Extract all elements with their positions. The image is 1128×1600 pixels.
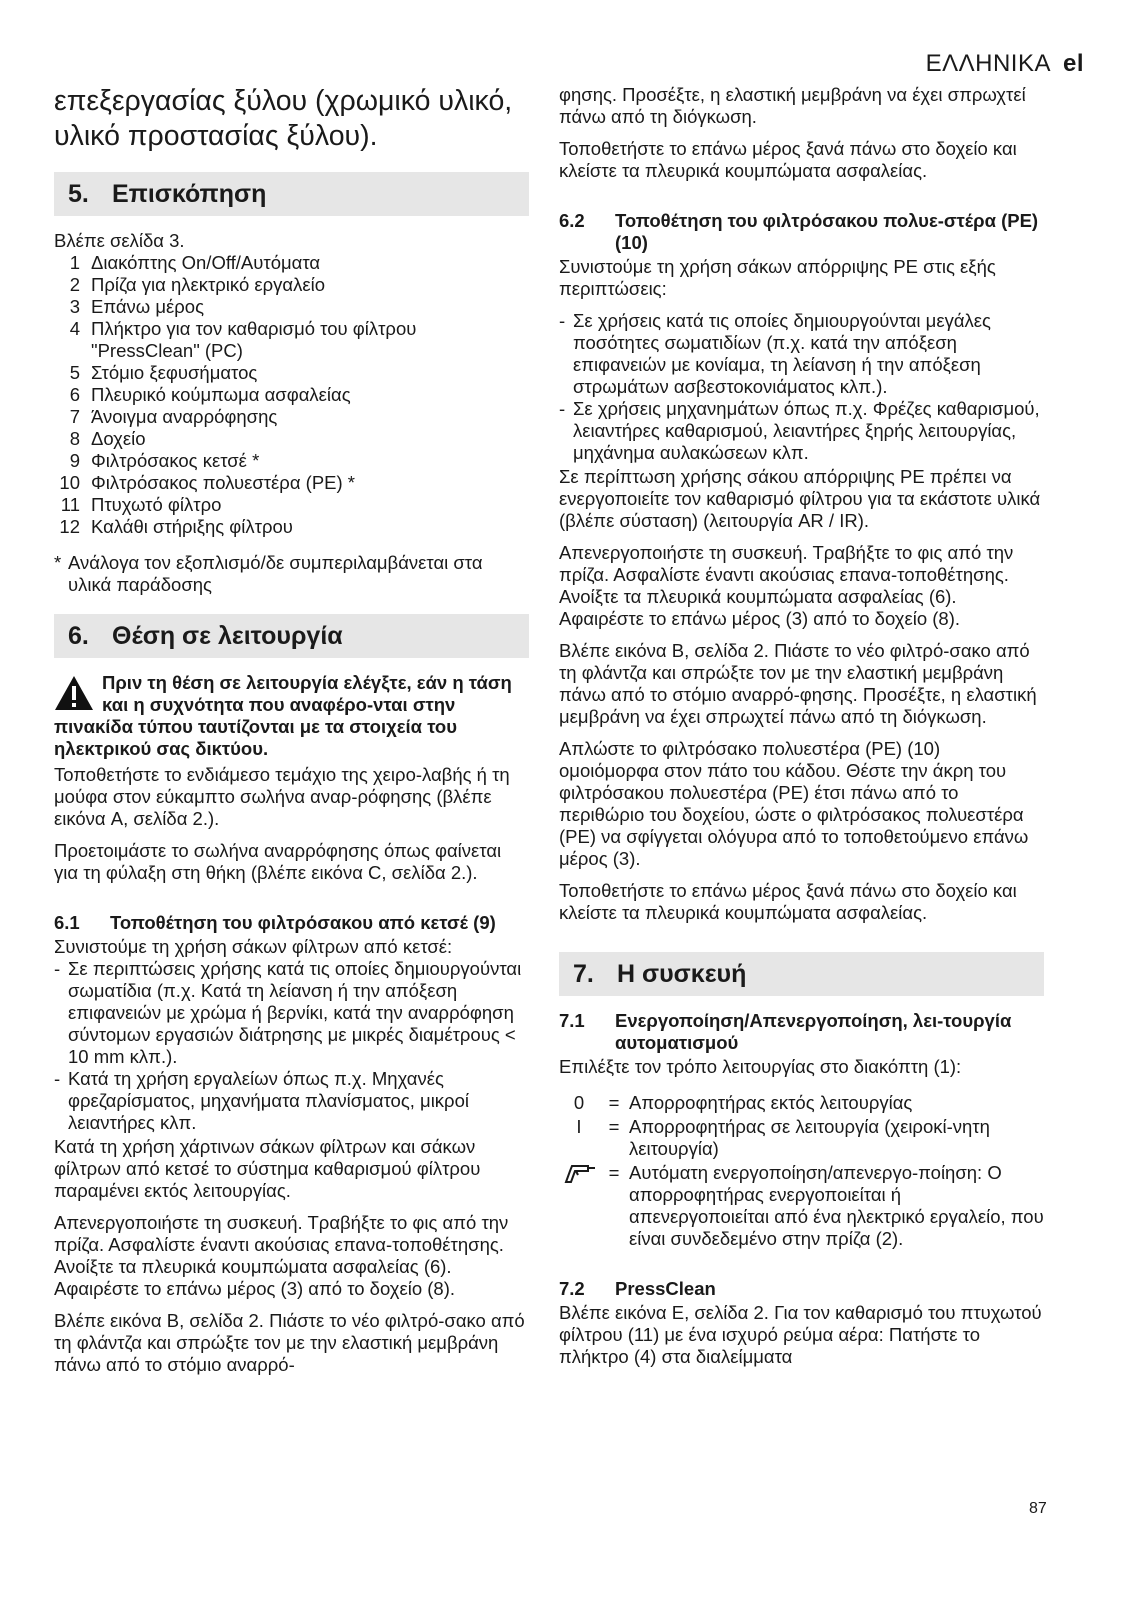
equipment-note: [54, 552, 529, 596]
paragraph: Τοποθετήστε το επάνω μέρος ξανά πάνω στο δοχείο και κλείστε τα πλευρικά κουμπώματα ασφαλείας.: [559, 880, 1017, 923]
paragraph: Επιλέξτε τον τρόπο λειτουργίας στο διακόπτη (1):: [559, 1056, 962, 1077]
right-column: [559, 84, 1044, 1378]
item-text: Φιλτρόσακος πολυεστέρα (PE) *: [91, 472, 356, 493]
item-number: 11: [60, 494, 80, 515]
item-text: Επάνω μέρος: [91, 296, 205, 317]
bullet-text: Σε χρήσεις μηχανημάτων όπως π.χ. Φρέζες καθαρισμού, λειαντήρες καθαρισμού, λειαντήρες ξηρής λειτουργίας, μηχάνημα αυλακώσεων κλπ.: [573, 398, 1040, 463]
item-number: 7: [69, 406, 80, 427]
item-text: Δοχείο: [91, 428, 146, 449]
subsection-7-2-heading: [559, 1278, 1044, 1300]
mode-text: Απορροφητήρας εκτός λειτουργίας: [629, 1092, 913, 1113]
list-item: [54, 450, 529, 472]
paragraph: Προετοιμάστε το σωλήνα αναρρόφησης όπως φαίνεται για τη φύλαξη στη θήκη (βλέπε εικόνα C, σελίδα 2.).: [54, 840, 502, 883]
mode-equals: =: [608, 1162, 620, 1183]
mode-equals: =: [608, 1092, 620, 1113]
page-number: 87: [1029, 1500, 1047, 1517]
item-text: Πτυχωτό φίλτρο: [91, 494, 222, 515]
subsection-6-2-heading: [559, 210, 1044, 254]
item-number: 12: [59, 516, 80, 537]
subsection-title: Τοποθέτηση του φιλτρόσακου από κετσέ (9): [110, 912, 496, 933]
mode-symbol: I: [576, 1116, 582, 1137]
item-text: Φιλτρόσακος κετσέ *: [91, 450, 260, 471]
subsection-6-1-heading: [54, 912, 529, 934]
item-number: 8: [69, 428, 80, 449]
paragraph: Απενεργοποιήστε τη συσκευή. Τραβήξτε το φις από την πρίζα. Ασφαλίστε έναντι ακούσιας επανα-τοποθέτησης. Ανοίξτε τα πλευρικά κουμπώματα ασφαλείας (6). Αφαιρέστε το επάνω μέρος (3) από το δοχείο (8).: [559, 542, 1014, 629]
subsection-title: Ενεργοποίηση/Απενεργοποίηση, λει-τουργία αυτοματισμού: [615, 1010, 1012, 1053]
page-header: [926, 50, 1084, 78]
subsection-number: 6.1: [54, 912, 80, 933]
component-list: [54, 252, 529, 538]
power-tool-plug-icon: [562, 1162, 596, 1184]
paragraph: φησης. Προσέξτε, η ελαστική μεμβράνη να έχει σπρωχτεί πάνω από τη διόγκωση.: [559, 84, 1026, 127]
item-number: 5: [69, 362, 80, 383]
subsection-title: PressClean: [615, 1278, 716, 1299]
item-number: 4: [69, 318, 80, 339]
list-item: - Σε χρήσεις μηχανημάτων όπως π.χ. Φρέζες καθαρισμού, λειαντήρες καθαρισμού, λειαντήρες ξηρής λειτουργίας, μηχάνημα αυλακώσεων κλπ.: [559, 398, 1044, 464]
section-5-title: Επισκόπηση: [112, 180, 267, 208]
list-item: [54, 428, 529, 450]
note-asterisk: *: [54, 552, 62, 573]
list-item: [54, 252, 529, 274]
warning-text: Πριν τη θέση σε λειτουργία ελέγξτε, εάν η τάση και η συχνότητα που αναφέρο-νται στην πινακίδα τύπου ταυτίζονται με τα στοιχεία του ηλεκτρικού σας δικτύου.: [54, 672, 512, 759]
language-label: ΕΛΛΗΝΙΚΑ: [925, 50, 1051, 77]
list-item: [54, 516, 529, 538]
list-item: [54, 406, 529, 428]
section-7-title: Η συσκευή: [617, 960, 747, 988]
item-text: Άνοιγμα αναρρόφησης: [91, 406, 278, 427]
mode-symbol: [559, 1162, 599, 1250]
paragraph: Κατά τη χρήση χάρτινων σάκων φίλτρων και σάκων φίλτρων από κετσέ το σύστημα καθαρισμού φίλτρου παραμένει εκτός λειτουργίας.: [54, 1136, 481, 1201]
item-text: Στόμιο ξεφυσήματος: [91, 362, 258, 383]
section-7-number: 7.: [573, 960, 594, 988]
paragraph: Απενεργοποιήστε τη συσκευή. Τραβήξτε το φις από την πρίζα. Ασφαλίστε έναντι ακούσιας επανα-τοποθέτησης. Ανοίξτε τα πλευρικά κουμπώματα ασφαλείας (6). Αφαιρέστε το επάνω μέρος (3) από το δοχείο (8).: [54, 1212, 509, 1299]
subsection-7-1-heading: [559, 1010, 1044, 1054]
paragraph: Τοποθετήστε το επάνω μέρος ξανά πάνω στο δοχείο και κλείστε τα πλευρικά κουμπώματα ασφαλείας.: [559, 138, 1017, 181]
warning-triangle-icon: [54, 675, 94, 711]
mode-list: [559, 1092, 1044, 1250]
paragraph: Συνιστούμε τη χρήση σάκων απόρριψης PE στις εξής περιπτώσεις:: [559, 256, 996, 299]
subsection-title: Τοποθέτηση του φιλτρόσακου πολυε-στέρα (PE) (10): [615, 210, 1039, 253]
paragraph: Βλέπε εικόνα B, σελίδα 2. Πιάστε το νέο φιλτρό-σακο από τη φλάντζα και σπρώξτε τον με την ελαστική μεμβράνη πάνω από το στόμιο αναρρό-: [54, 1310, 525, 1375]
mode-row: [559, 1116, 1044, 1160]
list-item: [54, 274, 529, 296]
subsection-number: 6.2: [559, 210, 585, 231]
list-item: [54, 384, 529, 406]
section-6-title: Θέση σε λειτουργία: [112, 622, 343, 650]
subsection-number: 7.2: [559, 1278, 585, 1299]
item-number: 3: [69, 296, 80, 317]
item-text: Καλάθι στήριξης φίλτρου: [91, 516, 293, 537]
bullet-text: Σε περιπτώσεις χρήσης κατά τις οποίες δημιουργούνται σωματίδια (π.χ. Κατά τη λείανση ή την απόξεση επιφανειών με χρώμα ή βερνίκι, κατά την αναρρόφηση σύντομων εργασιών διάτρησης με μικρές διαμέτρους < 10 mm κλπ.).: [68, 958, 522, 1067]
item-text: Διακόπτης On/Off/Αυτόματα: [91, 252, 321, 273]
section-7-heading: [559, 952, 1044, 996]
section-5-number: 5.: [68, 180, 89, 208]
mode-equals: =: [608, 1116, 620, 1137]
paragraph: Απλώστε το φιλτρόσακο πολυεστέρα (PE) (10) ομοιόμορφα στον πάτο του κάδου. Θέστε την άκρη του φιλτρόσακου πολυεστέρα (PE) έτσι πάνω από το περιθώριο του δοχείου, ώστε ο φιλτρόσακος πολυεστέρα (PE) να σφίγγεται ολόγυρα από το τοποθετούμενο επάνω μέρος (3).: [559, 738, 1029, 869]
paragraph: Βλέπε εικόνα B, σελίδα 2. Πιάστε το νέο φιλτρό-σακο από τη φλάντζα και σπρώξτε τον με την ελαστική μεμβράνη πάνω από το στόμιο αναρρό-φησης. Προσέξτε, η ελαστική μεμβράνη να έχει σπρωχτεί πάνω από τη διόγκωση.: [559, 640, 1037, 727]
section-6-heading: [54, 614, 529, 658]
mode-symbol: 0: [573, 1092, 585, 1113]
list-item: [54, 362, 529, 384]
item-text: Πρίζα για ηλεκτρικό εργαλείο: [91, 274, 325, 295]
left-column: [54, 84, 529, 1386]
list-item: [54, 318, 529, 362]
item-number: 9: [69, 450, 80, 471]
safety-warning: [54, 672, 529, 760]
paragraph: Βλέπε εικόνα E, σελίδα 2. Για τον καθαρισμό του πτυχωτού φίλτρου (11) με ένα ισχυρό ρεύμα αέρα: Πατήστε το πλήκτρο (4) στα διαλείμματα: [559, 1302, 1042, 1367]
item-text: Πλευρικό κούμπωμα ασφαλείας: [91, 384, 351, 405]
item-number: 10: [59, 472, 80, 493]
item-number: 2: [69, 274, 80, 295]
item-number: 6: [69, 384, 80, 405]
paragraph: Τοποθετήστε το ενδιάμεσο τεμάχιο της χειρο-λαβής ή τη μούφα στον εύκαμπτο σωλήνα αναρ-ρόφησης (βλέπε εικόνα A, σελίδα 2.).: [54, 764, 510, 829]
mode-text: Αυτόματη ενεργοποίηση/απενεργο-ποίηση: Ο απορροφητήρας ενεργοποιείται ή απενεργοποιείται από ένα ηλεκτρικό εργαλείο, που είναι συνδεδεμένο στην πρίζα (2).: [629, 1162, 1044, 1249]
paragraph: Σε περίπτωση χρήσης σάκου απόρριψης PE πρέπει να ενεργοποιείτε τον καθαρισμό φίλτρου για τα εκάστοτε υλικά (βλέπε σύσταση) (λειτουργία AR / IR).: [559, 466, 1041, 531]
note-text: Ανάλογα τον εξοπλισμό/δε συμπεριλαμβάνεται στα υλικά παράδοσης: [68, 552, 483, 595]
item-text: Πλήκτρο για τον καθαρισμό του φίλτρου "PressClean" (PC): [91, 318, 417, 361]
intro-text: επεξεργασίας ξύλου (χρωμικό υλικό, υλικό προστασίας ξύλου).: [54, 85, 513, 152]
overview-see-page: Βλέπε σελίδα 3.: [54, 230, 185, 251]
bullet-text: Σε χρήσεις κατά τις οποίες δημιουργούνται μεγάλες ποσότητες σωματιδίων (π.χ. κατά την απόξεση επιφανειών με κονίαμα, τη λείανση ή την απόξεση στρωμάτων ασβεστοκονιάματος κλπ.).: [573, 310, 991, 397]
section-5-heading: [54, 172, 529, 216]
list-item: - Σε περιπτώσεις χρήσης κατά τις οποίες δημιουργούνται σωματίδια (π.χ. Κατά τη λείανση ή την απόξεση επιφανειών με χρώμα ή βερνίκι, κατά την αναρρόφηση σύντομων εργασιών διάτρησης με μικρές διαμέτρους < 10 mm κλπ.).: [54, 958, 529, 1068]
subsection-number: 7.1: [559, 1010, 585, 1031]
mode-text: Απορροφητήρας σε λειτουργία (χειροκί-νητη λειτουργία): [629, 1116, 990, 1159]
list-item: - Κατά τη χρήση εργαλείων όπως π.χ. Μηχανές φρεζαρίσματος, μηχανήματα πλανίσματος, μικροί λειαντήρες κλπ.: [54, 1068, 529, 1134]
item-number: 1: [69, 252, 80, 273]
list-item: [54, 494, 529, 516]
bullet-text: Κατά τη χρήση εργαλείων όπως π.χ. Μηχανές φρεζαρίσματος, μηχανήματα πλανίσματος, μικροί λειαντήρες κλπ.: [68, 1068, 469, 1133]
language-code: el: [1062, 50, 1084, 77]
list-item: [54, 296, 529, 318]
bullet-list: [559, 310, 1044, 464]
mode-row: [559, 1162, 1044, 1250]
section-6-number: 6.: [68, 622, 89, 650]
list-item: - Σε χρήσεις κατά τις οποίες δημιουργούνται μεγάλες ποσότητες σωματιδίων (π.χ. κατά την απόξεση επιφανειών με κονίαμα, τη λείανση ή την απόξεση στρωμάτων ασβεστοκονιάματος κλπ.).: [559, 310, 1044, 398]
mode-row: [559, 1092, 1044, 1114]
list-item: [54, 472, 529, 494]
bullet-list: [54, 958, 529, 1134]
paragraph: Συνιστούμε τη χρήση σάκων φίλτρων από κετσέ:: [54, 936, 453, 957]
